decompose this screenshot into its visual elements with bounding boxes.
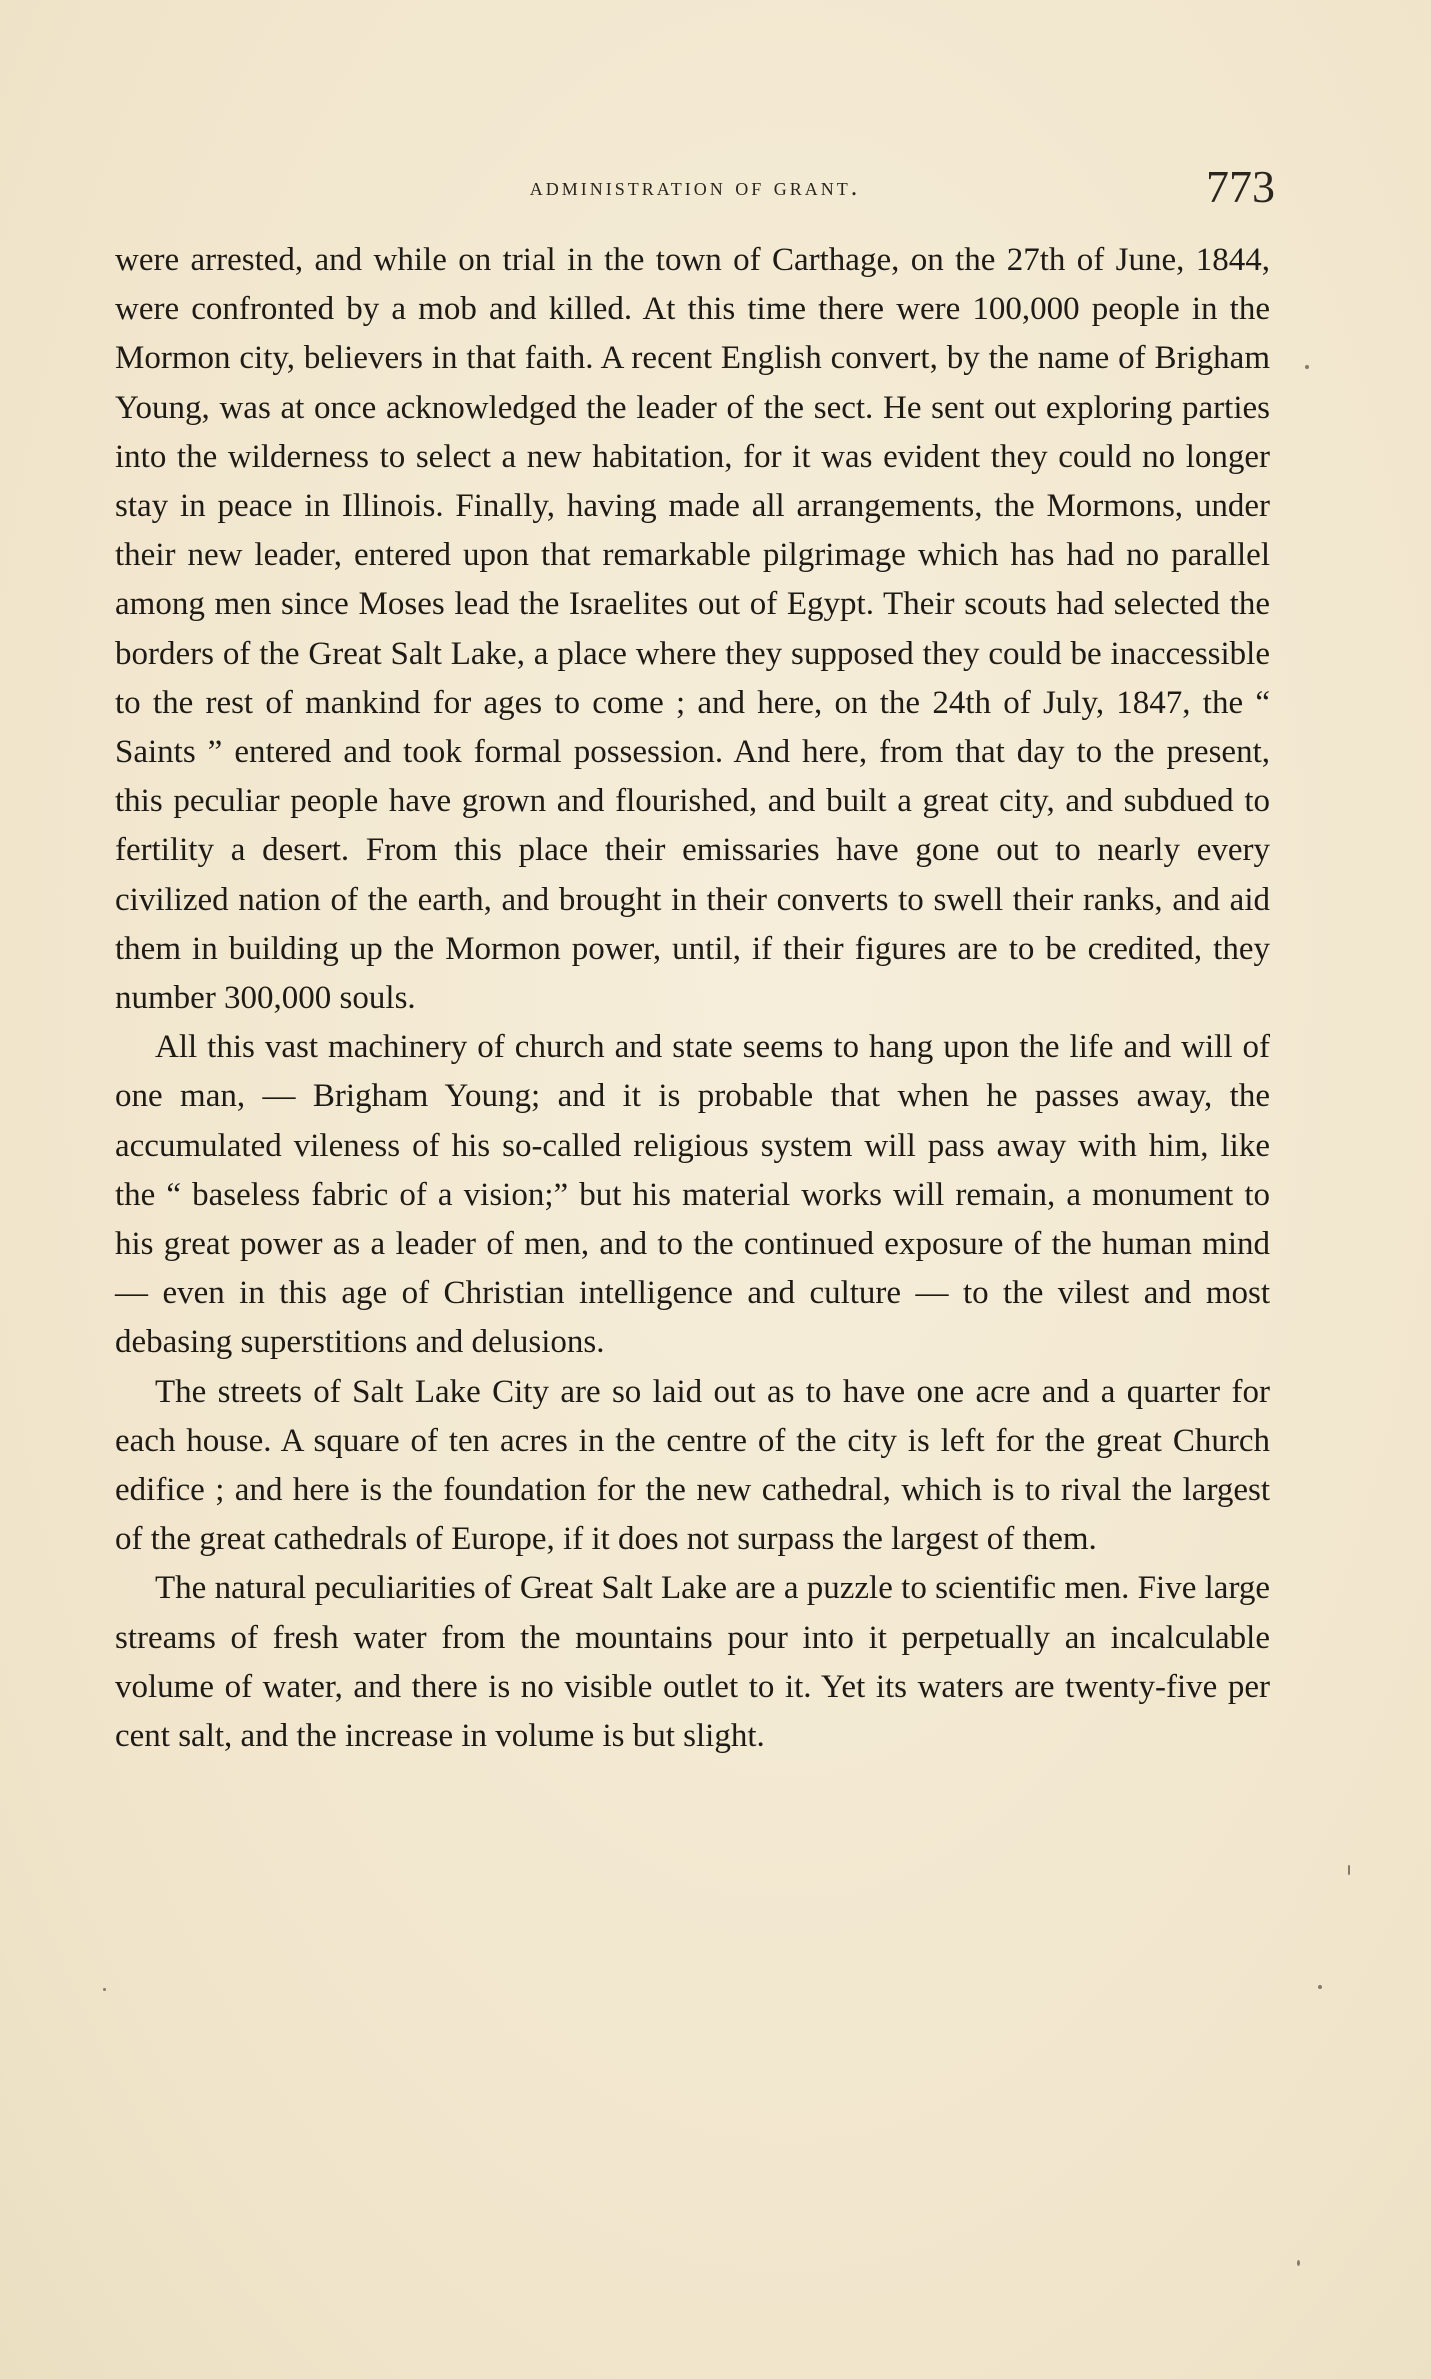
paragraph-2: All this vast machinery of church and state seems to hang upon the life and will of one man, — Brigham Young; and it is probable that when he passes away, the accumulated vileness of his so-called religious system will pass away with him, like the “ baseless fabric of a vision;” but his material works will remain, a monument to his great power as a leader of men, and to the continued exposure of the human mind — even in this age of Christian intelligence and culture — to the vilest and most debasing superstitions and delusions. — [115, 1029, 1270, 1361]
running-head — [115, 160, 1275, 220]
page-number: 773 — [1206, 161, 1275, 212]
ink-speck — [103, 1988, 106, 1991]
paragraph-4: The natural peculiarities of Great Salt Lake are a puzzle to scientific men. Five large streams of fresh water from the mountains pour into it perpetually an incalculable volume of water, and there is no visible outlet to it. Yet its waters are twenty-five per cent salt, and the increase in volume is but slight. — [115, 1570, 1270, 1755]
running-title: administration of grant. — [529, 172, 861, 201]
ink-speck — [1318, 1985, 1322, 1989]
paragraph-1: were arrested, and while on trial in the town of Carthage, on the 27th of June, 1844, were confronted by a mob and killed. At this time there were 100,000 people in the Mormon city, believers in that faith. A recent English convert, by the name of Brigham Young, was at once acknowledged the leader of the sect. He sent out exploring parties into the wilderness to select a new habitation, for it was evident they could no longer stay in peace in Illinois. Finally, having made all arrangements, the Mormons, under their new leader, entered upon that remarkable pilgrimage which has had no parallel among men since Moses lead the Israelites out of Egypt. Their scouts had selected the borders of the Great Salt Lake, a place where they supposed they could be inaccessible to the rest of mankind for ages to come ; and here, on the 24th of July, 1847, the “ Saints ” entered and took formal possession. And here, from that day to the present, this peculiar people have grown and flourished, and built a great city, and subdued to fertility a desert. From this place their emissaries have gone out to nearly every civilized nation of the earth, and brought in their converts to swell their ranks, and aid them in building up the Mormon power, until, if their figures are to be credited, they number 300,000 souls. — [115, 242, 1270, 1017]
ink-speck — [1297, 2260, 1300, 2266]
ink-speck — [1348, 1865, 1350, 1875]
ink-speck — [1305, 365, 1309, 369]
body-text — [115, 236, 1270, 1761]
paragraph-3: The streets of Salt Lake City are so laid out as to have one acre and a quarter for each house. A square of ten acres in the centre of the city is left for the great Church edifice ; and here is the foundation for the new cathedral, which is to rival the largest of the great cathedrals of Europe, if it does not surpass the largest of them. — [115, 1373, 1270, 1558]
